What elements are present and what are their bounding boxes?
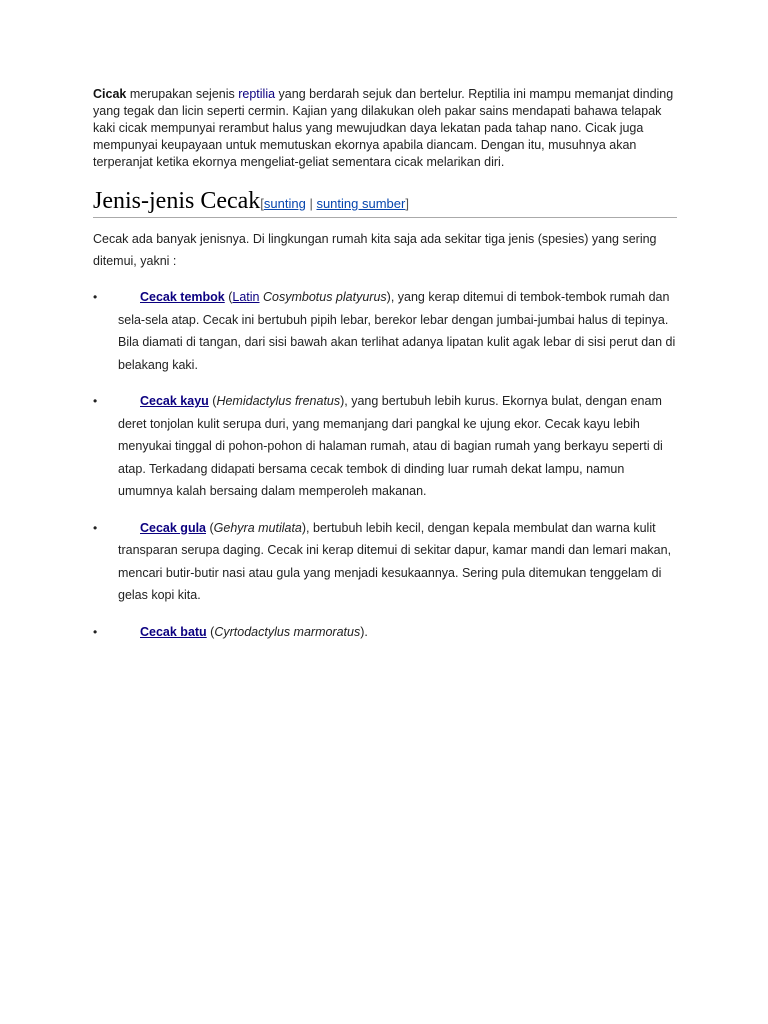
edit-source-link[interactable]: sunting sumber xyxy=(316,196,406,211)
intro-text-a: merupakan sejenis xyxy=(126,87,239,101)
list-item xyxy=(93,621,677,644)
bracket-close: ] xyxy=(405,196,409,211)
bracket-open: [ xyxy=(260,196,264,211)
intro-text-b: yang berdarah sejuk dan bertelur. Reptilia ini mampu memanjat dinding yang tegak dan licin seperti cermin. Kajian yang dilakukan oleh pakar sains mendapati bahawa telapak kaki cicak mempunyai rerambut halus yang mewujudkan daya lekatan pada tahap nano. Cicak juga mempunyai keupayaan untuk memutuskan ekornya apabila diancam. Dengan itu, musuhnya akan terperanjat ketika ekornya mengeliat-geliat sementara cicak melarikan diri. xyxy=(93,87,674,169)
list-item xyxy=(93,286,677,376)
paren-open: ( xyxy=(224,290,233,304)
intro-paragraph xyxy=(93,86,677,171)
list-item xyxy=(93,517,677,607)
bullet-icon: • xyxy=(93,394,98,408)
species-description: ), bertubuh lebih kecil, dengan kepala membulat dan warna kulit transparan serupa daging. Cecak ini kerap ditemui di sekitar dapur, kamar mandi dan lemari makan, mencari butir-butir nasi atau gula yang menjadi kesukaannya. Sering pula ditemukan tenggelam di gelas kopi kita. xyxy=(118,520,672,602)
edit-link[interactable]: sunting xyxy=(263,196,306,211)
paren-open: ( xyxy=(206,624,215,639)
species-name-link[interactable]: Cecak tembok xyxy=(140,290,225,304)
bullet-icon: • xyxy=(93,290,98,304)
bullet-icon: • xyxy=(93,624,98,639)
species-description: ). xyxy=(360,624,368,639)
list-item xyxy=(93,390,677,503)
species-name-link[interactable]: Cecak kayu xyxy=(140,394,209,408)
reptilia-link[interactable]: reptilia xyxy=(238,87,276,101)
section-title: Jenis-jenis Cecak xyxy=(93,188,261,214)
scientific-name: Cyrtodactylus marmoratus xyxy=(214,624,361,639)
lead-paragraph: Cecak ada banyak jenisnya. Di lingkungan rumah kita saja ada sekitar tiga jenis (spesies) yang sering ditemui, yakni : xyxy=(93,232,657,268)
intro-subject: Cicak xyxy=(93,87,127,101)
species-name-link[interactable]: Cecak batu xyxy=(140,624,207,639)
edit-separator: | xyxy=(305,196,317,211)
species-name-link[interactable]: Cecak gula xyxy=(140,520,207,535)
species-list xyxy=(93,286,677,643)
latin-link[interactable]: Latin xyxy=(232,290,260,304)
bullet-icon: • xyxy=(93,520,98,535)
scientific-name: Hemidactylus frenatus xyxy=(216,394,341,408)
edit-section-links xyxy=(260,196,409,211)
paren-open: ( xyxy=(208,394,217,408)
scientific-name: Gehyra mutilata xyxy=(213,520,302,535)
species-description: ), yang bertubuh lebih kurus. Ekornya bulat, dengan enam deret tonjolan kulit serupa duri, yang memanjang dari pangkal ke ujung ekor. Cecak kayu lebih menyukai tinggal di pohon-pohon di halaman rumah, atau di bagian rumah yang berkayu seperti di atap. Terkadang didapati bersama cecak tembok di dinding luar rumah dekat lampu, namun umumnya kalah bersaing dalam memperoleh makanan. xyxy=(118,394,663,498)
article-body xyxy=(93,86,677,657)
scientific-name: Cosymbotus platyurus xyxy=(259,290,387,304)
paren-open: ( xyxy=(206,520,214,535)
section-heading-row xyxy=(93,187,677,218)
species-description: ), yang kerap ditemui di tembok-tembok rumah dan sela-sela atap. Cecak ini bertubuh pipih lebar, berekor lebar dengan jumbai-jumbai halus di tepinya. Bila diamati di tangan, dari sisi bawah akan terlihat adanya lipatan kulit agak lebar di sisi perut dan di belakang kaki. xyxy=(118,290,676,372)
